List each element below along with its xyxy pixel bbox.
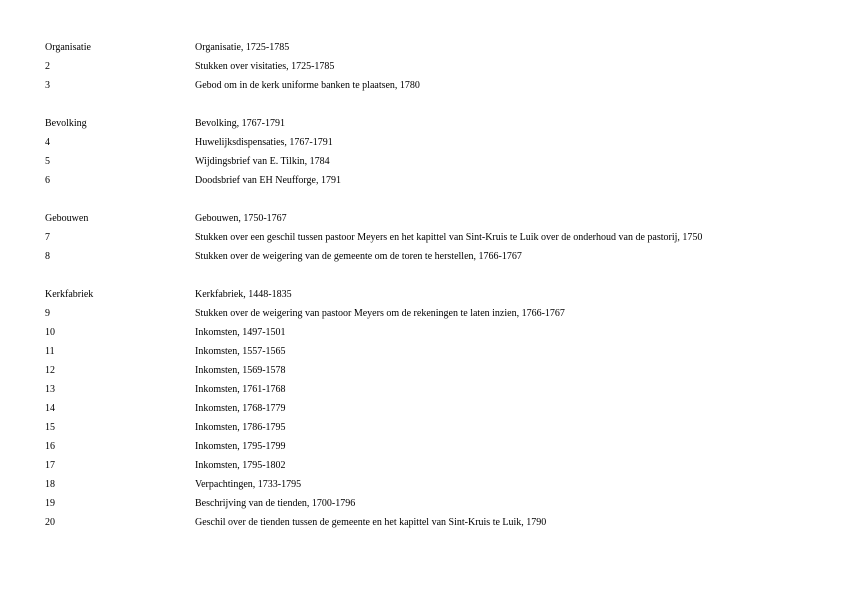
- item-description: Geschil over de tienden tussen de gemeente en het kapittel van Sint-Kruis te Luik, 1790: [195, 517, 547, 528]
- section-heading-row: [45, 41, 805, 60]
- item-description: Gebod om in de kerk uniforme banken te plaatsen, 1780: [195, 80, 420, 91]
- item-number: 18: [45, 479, 55, 490]
- item-description: Inkomsten, 1569-1578: [195, 365, 286, 376]
- item-description: Stukken over de weigering van de gemeente om de toren te herstellen, 1766-1767: [195, 251, 522, 262]
- inventory-row: [45, 174, 805, 193]
- inventory-row: [45, 364, 805, 383]
- inventory-row: [45, 383, 805, 402]
- inventory-row: [45, 421, 805, 440]
- item-number: 9: [45, 308, 50, 319]
- section-heading-row: [45, 117, 805, 136]
- item-number: 10: [45, 327, 55, 338]
- inventory-row: [45, 79, 805, 98]
- section-code: Kerkfabriek: [45, 289, 94, 300]
- item-number: 16: [45, 441, 55, 452]
- item-description: Doodsbrief van EH Neufforge, 1791: [195, 175, 341, 186]
- item-description: Wijdingsbrief van E. Tilkin, 1784: [195, 156, 330, 167]
- section-gebouwen: [45, 212, 805, 269]
- section-title: Bevolking, 1767-1791: [195, 118, 285, 129]
- item-number: 19: [45, 498, 55, 509]
- item-description: Stukken over visitaties, 1725-1785: [195, 61, 335, 72]
- item-description: Verpachtingen, 1733-1795: [195, 479, 302, 490]
- inventory-row: [45, 231, 805, 250]
- inventory-row: [45, 402, 805, 421]
- item-number: 20: [45, 517, 55, 528]
- item-description: Stukken over een geschil tussen pastoor Meyers en het kapittel van Sint-Kruis te Luik over de onderhoud van de pastorij, 1750: [195, 232, 703, 243]
- item-description: Stukken over de weigering van pastoor Meyers om de rekeningen te laten inzien, 1766-1767: [195, 308, 565, 319]
- item-number: 13: [45, 384, 55, 395]
- section-code: Bevolking: [45, 118, 87, 129]
- inventory-row: [45, 345, 805, 364]
- item-number: 2: [45, 61, 50, 72]
- section-heading-row: [45, 212, 805, 231]
- item-description: Inkomsten, 1786-1795: [195, 422, 286, 433]
- item-description: Inkomsten, 1795-1802: [195, 460, 286, 471]
- inventory-row: [45, 307, 805, 326]
- item-number: 14: [45, 403, 55, 414]
- item-description: Inkomsten, 1761-1768: [195, 384, 286, 395]
- item-description: Huwelijksdispensaties, 1767-1791: [195, 137, 333, 148]
- inventory-row: [45, 440, 805, 459]
- item-number: 4: [45, 137, 50, 148]
- section-organisatie: [45, 41, 805, 98]
- item-number: 15: [45, 422, 55, 433]
- item-description: Inkomsten, 1795-1799: [195, 441, 286, 452]
- item-number: 11: [45, 346, 55, 357]
- section-title: Organisatie, 1725-1785: [195, 42, 290, 53]
- section-bevolking: [45, 117, 805, 193]
- item-number: 8: [45, 251, 50, 262]
- section-heading-row: [45, 288, 805, 307]
- inventory-row: [45, 136, 805, 155]
- item-number: 7: [45, 232, 50, 243]
- inventory-row: [45, 478, 805, 497]
- inventory-row: [45, 326, 805, 345]
- item-description: Inkomsten, 1497-1501: [195, 327, 286, 338]
- item-description: Inkomsten, 1557-1565: [195, 346, 286, 357]
- inventory-row: [45, 497, 805, 516]
- section-code: Organisatie: [45, 42, 91, 53]
- item-number: 3: [45, 80, 50, 91]
- item-number: 6: [45, 175, 50, 186]
- inventory-row: [45, 459, 805, 478]
- inventory-row: [45, 516, 805, 535]
- item-number: 5: [45, 156, 50, 167]
- inventory-row: [45, 60, 805, 79]
- section-code: Gebouwen: [45, 213, 89, 224]
- section-title: Gebouwen, 1750-1767: [195, 213, 287, 224]
- inventory-row: [45, 250, 805, 269]
- section-kerkfabriek: [45, 288, 805, 535]
- item-description: Inkomsten, 1768-1779: [195, 403, 286, 414]
- item-number: 12: [45, 365, 55, 376]
- item-number: 17: [45, 460, 55, 471]
- item-description: Beschrijving van de tienden, 1700-1796: [195, 498, 356, 509]
- inventory-list: [45, 41, 805, 535]
- inventory-row: [45, 155, 805, 174]
- section-title: Kerkfabriek, 1448-1835: [195, 289, 292, 300]
